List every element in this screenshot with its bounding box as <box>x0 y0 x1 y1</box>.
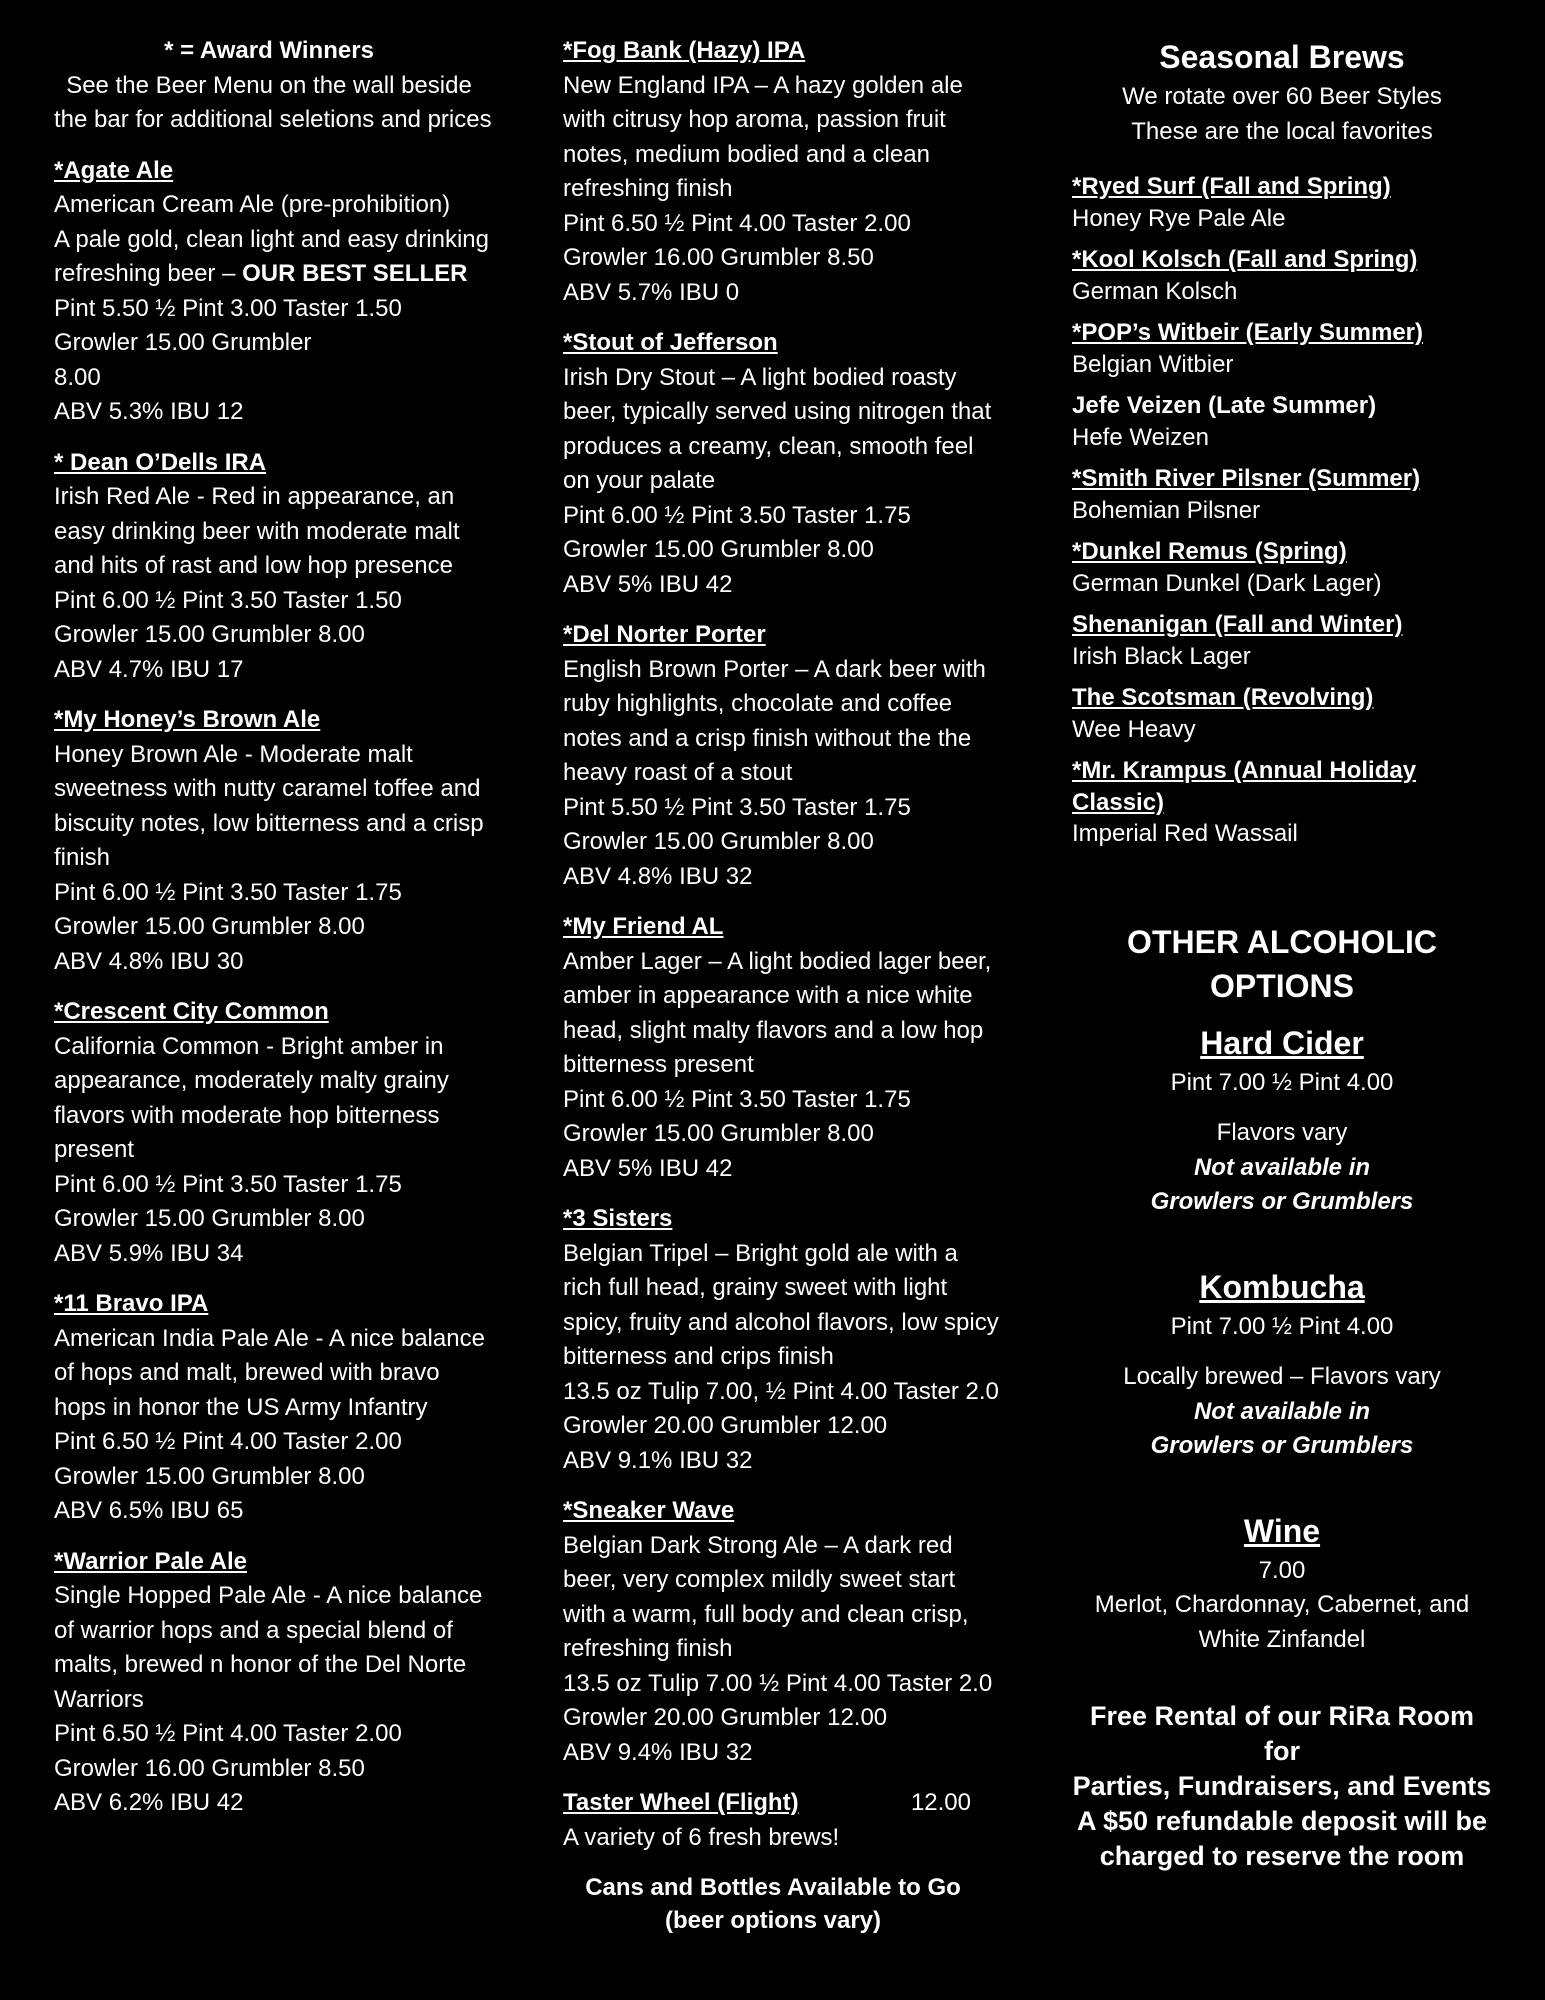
beer-line: A pale gold, clean light and easy drinking <box>54 225 489 253</box>
beer-price-line: Growler 15.00 Grumbler 8.00 <box>563 828 874 855</box>
beer-name: * Dean O’Dells IRA <box>54 448 267 476</box>
beer-price-line: Growler 15.00 Grumbler 8.00 <box>54 913 365 940</box>
kombucha-restriction: Not available in <box>1193 1397 1371 1425</box>
beer-line: English Brown Porter – A dark beer with <box>563 655 986 683</box>
beer-name: *Warrior Pale Ale <box>54 1547 247 1575</box>
beer-item-sneaker-wave <box>563 1494 1003 1770</box>
seasonal-item <box>1072 317 1492 380</box>
kombucha-title: Kombucha <box>1199 1268 1365 1305</box>
beer-line: notes, medium bodied and a clean <box>563 140 930 168</box>
beer-line: rich full head, grainy sweet with light <box>563 1274 948 1301</box>
intro-note-line: See the Beer Menu on the wall beside <box>66 71 472 99</box>
beer-line: ruby highlights, chocolate and coffee <box>563 690 953 717</box>
beer-item-fog-bank-ipa <box>563 34 1003 310</box>
beer-price-line: Growler 15.00 Grumbler 8.00 <box>54 1462 365 1490</box>
beer-name: *3 Sisters <box>563 1205 673 1232</box>
beer-price-line: 13.5 oz Tulip 7.00 ½ Pint 4.00 Taster 2.0 <box>563 1669 993 1697</box>
beer-item-11-bravo-ipa <box>54 1287 484 1529</box>
beer-abv-line: ABV 9.1% IBU 32 <box>563 1446 753 1474</box>
beer-line: spicy, fruity and alcohol flavors, low spicy <box>563 1308 999 1336</box>
hard-cider-price: Pint 7.00 ½ Pint 4.00 <box>1170 1068 1394 1096</box>
taster-wheel-row <box>563 1786 971 1821</box>
beer-line: head, slight malty flavors and a low hop <box>563 1016 984 1044</box>
beer-line: American Cream Ale (pre-prohibition) <box>54 191 451 218</box>
seasonal-name: *POP’s Witbeir (Early Summer) <box>1072 319 1423 346</box>
beer-item-crescent-city-common <box>54 995 484 1271</box>
intro-block <box>54 34 492 138</box>
beer-line: American India Pale Ale - A nice balance <box>54 1324 485 1352</box>
beer-line: heavy roast of a stout <box>563 759 793 786</box>
beer-price-line: 13.5 oz Tulip 7.00, ½ Pint 4.00 Taster 2.0 <box>563 1377 999 1405</box>
beer-item-stout-of-jefferson <box>563 326 1003 602</box>
beer-line: Belgian Dark Strong Ale – A dark red <box>563 1531 953 1559</box>
taster-wheel-item <box>563 1786 1003 1855</box>
cans-line: (beer options vary) <box>664 1907 882 1934</box>
beer-line: with citrusy hop aroma, passion fruit <box>563 106 946 133</box>
taster-wheel-desc: A variety of 6 fresh brews! <box>563 1823 840 1851</box>
seasonal-item-krampus <box>1072 755 1492 850</box>
seasonal-style: Honey Rye Pale Ale <box>1072 204 1286 232</box>
beer-abv-line: ABV 4.8% IBU 30 <box>54 947 244 975</box>
beer-line: refreshing finish <box>563 175 733 202</box>
seasonal-style: Irish Black Lager <box>1072 642 1251 670</box>
beer-line: sweetness with nutty caramel toffee and <box>54 775 481 802</box>
beer-line: finish <box>54 844 111 871</box>
beer-price-line: Pint 6.50 ½ Pint 4.00 Taster 2.00 <box>54 1428 402 1455</box>
cans-line: Cans and Bottles Available to Go <box>585 1874 961 1901</box>
beer-abv-line: ABV 5.9% IBU 34 <box>54 1239 244 1267</box>
beer-abv-line: ABV 6.2% IBU 42 <box>54 1789 244 1816</box>
seasonal-item <box>1072 171 1492 234</box>
beer-price-line: Pint 6.00 ½ Pint 3.50 Taster 1.75 <box>54 1170 402 1198</box>
taster-wheel-price: 12.00 <box>910 1789 971 1816</box>
beer-price-line: Growler 15.00 Grumbler 8.00 <box>563 536 874 563</box>
beer-item-3-sisters <box>563 1202 1003 1478</box>
seasonal-item <box>1072 536 1492 599</box>
beer-name: *Sneaker Wave <box>563 1497 735 1524</box>
beer-abv-line: ABV 9.4% IBU 32 <box>563 1738 753 1766</box>
seasonal-name: Classic) <box>1072 788 1165 816</box>
beer-abv-line: ABV 5.3% IBU 12 <box>54 398 244 425</box>
beer-line: Irish Red Ale - Red in appearance, an <box>54 483 455 510</box>
seasonal-style: Bohemian Pilsner <box>1072 496 1261 524</box>
beer-name: *My Honey’s Brown Ale <box>54 706 321 733</box>
kombucha-section <box>1072 1264 1492 1464</box>
beer-line: with a warm, full body and clean crisp, <box>563 1600 969 1628</box>
beer-line: and hits of rast and low hop presence <box>54 552 453 579</box>
beer-line <box>54 257 484 292</box>
beer-price-line: Pint 6.00 ½ Pint 3.50 Taster 1.75 <box>563 1085 911 1113</box>
beer-line: bitterness and crips finish <box>563 1343 834 1370</box>
beer-abv-line: ABV 5.7% IBU 0 <box>563 278 740 306</box>
beer-line: notes and a crisp finish without the the <box>563 724 972 752</box>
beer-line: hops in honor the US Army Infantry <box>54 1393 428 1421</box>
rental-line: Parties, Fundraisers, and Events <box>1072 1771 1492 1801</box>
seasonal-name: The Scotsman (Revolving) <box>1072 684 1374 711</box>
wine-section <box>1072 1508 1492 1658</box>
room-rental-note <box>1072 1699 1492 1874</box>
beer-line: Amber Lager – A light bodied lager beer, <box>563 947 992 975</box>
seasonal-item <box>1072 463 1492 526</box>
beer-line: biscuity notes, low bitterness and a crisp <box>54 809 484 837</box>
seasonal-name: Shenanigan (Fall and Winter) <box>1072 611 1403 638</box>
seasonal-style: Hefe Weizen <box>1072 423 1209 451</box>
seasonal-style: Wee Heavy <box>1072 715 1196 743</box>
beer-line: New England IPA – A hazy golden ale <box>563 71 963 99</box>
beer-line: flavors with moderate hop bitterness <box>54 1101 440 1129</box>
beer-line: of hops and malt, brewed with bravo <box>54 1359 440 1386</box>
beer-price-line: Pint 6.50 ½ Pint 4.00 Taster 2.00 <box>54 1720 402 1747</box>
seasonal-style: German Dunkel (Dark Lager) <box>1072 569 1382 597</box>
intro-note-line: the bar for additional seletions and prices <box>54 106 492 133</box>
hard-cider-section <box>1072 1020 1492 1220</box>
seasonal-subtitle: These are the local favorites <box>1131 117 1433 145</box>
beer-name: *11 Bravo IPA <box>54 1290 209 1317</box>
beer-price-line: Growler 15.00 Grumbler <box>54 329 312 356</box>
beer-item-dean-odells-ira <box>54 446 484 688</box>
beer-price-line: Growler 16.00 Grumbler 8.50 <box>54 1754 365 1782</box>
other-title: OPTIONS <box>1209 967 1354 1004</box>
beer-price-line: 8.00 <box>54 363 101 391</box>
seasonal-subtitle: We rotate over 60 Beer Styles <box>1122 83 1442 110</box>
beer-item-agate-ale <box>54 154 489 430</box>
beer-price-line: Pint 5.50 ½ Pint 3.00 Taster 1.50 <box>54 294 402 322</box>
beer-line: easy drinking beer with moderate malt <box>54 517 460 545</box>
seasonal-item <box>1072 682 1492 745</box>
beer-line: refreshing finish <box>563 1635 733 1662</box>
seasonal-style: Imperial Red Wassail <box>1072 820 1298 847</box>
beer-price-line: Growler 15.00 Grumbler 8.00 <box>54 621 365 648</box>
hard-cider-restriction: Growlers or Grumblers <box>1150 1188 1414 1215</box>
kombucha-restriction: Growlers or Grumblers <box>1150 1432 1414 1459</box>
best-seller-label: OUR BEST SELLER <box>242 260 468 287</box>
hard-cider-note: Flavors vary <box>1216 1119 1348 1146</box>
beer-abv-line: ABV 4.7% IBU 17 <box>54 655 244 683</box>
beer-price-line: Growler 16.00 Grumbler 8.50 <box>563 244 874 271</box>
beer-price-line: Pint 6.50 ½ Pint 4.00 Taster 2.00 <box>563 209 911 237</box>
column-middle <box>563 34 1003 1937</box>
beer-line: Warriors <box>54 1685 144 1713</box>
beer-price-line: Growler 20.00 Grumbler 12.00 <box>563 1412 888 1439</box>
beer-name: *Agate Ale <box>54 156 174 184</box>
seasonal-style: Belgian Witbier <box>1072 350 1234 378</box>
seasonal-style: German Kolsch <box>1072 277 1238 305</box>
other-title: OTHER ALCOHOLIC <box>1127 923 1437 960</box>
other-alcoholic-options <box>1072 920 1492 1875</box>
beer-line: Single Hopped Pale Ale - A nice balance <box>54 1582 483 1609</box>
beer-line: beer, typically served using nitrogen that <box>563 398 992 425</box>
column-right <box>1072 34 1492 1874</box>
beer-price-line: Growler 15.00 Grumbler 8.00 <box>54 1205 365 1232</box>
seasonal-item <box>1072 244 1492 307</box>
beer-price-line: Pint 5.50 ½ Pint 3.50 Taster 1.75 <box>563 793 911 821</box>
beer-line: appearance, moderately malty grainy <box>54 1067 449 1094</box>
seasonal-item <box>1072 609 1492 672</box>
beer-abv-line: ABV 4.8% IBU 32 <box>563 862 753 890</box>
beer-item-my-honeys-brown-ale <box>54 703 484 979</box>
beer-price-line: Pint 6.00 ½ Pint 3.50 Taster 1.75 <box>563 501 911 529</box>
seasonal-name: *Mr. Krampus (Annual Holiday <box>1072 757 1417 784</box>
wine-varieties: Merlot, Chardonnay, Cabernet, and <box>1094 1591 1470 1618</box>
rental-line: A $50 refundable deposit will be <box>1076 1806 1488 1836</box>
beer-line: malts, brewed n honor of the Del Norte <box>54 1651 467 1678</box>
wine-title: Wine <box>1243 1512 1321 1549</box>
seasonal-item <box>1072 390 1492 453</box>
beer-line: produces a creamy, clean, smooth feel <box>563 432 974 460</box>
beer-line: California Common - Bright amber in <box>54 1032 444 1060</box>
beer-line: Honey Brown Ale - Moderate malt <box>54 740 413 768</box>
beer-line: on your palate <box>563 467 716 494</box>
beer-name: *My Friend AL <box>563 913 724 940</box>
rental-line: charged to reserve the room <box>1099 1841 1465 1871</box>
seasonal-name: *Smith River Pilsner (Summer) <box>1072 465 1421 492</box>
beer-line: Irish Dry Stout – A light bodied roasty <box>563 363 957 391</box>
rental-line: Free Rental of our RiRa Room for <box>1089 1701 1475 1766</box>
beer-name: *Del Norter Porter <box>563 621 766 648</box>
beer-line-text: refreshing beer – <box>54 260 243 287</box>
cans-bottles-note <box>563 1871 983 1937</box>
hard-cider-title: Hard Cider <box>1200 1024 1364 1061</box>
column-left <box>54 34 492 1837</box>
taster-wheel-name: Taster Wheel (Flight) <box>563 1789 799 1816</box>
beer-abv-line: ABV 5% IBU 42 <box>563 570 733 598</box>
seasonal-name: *Ryed Surf (Fall and Spring) <box>1072 173 1391 200</box>
beer-line: amber in appearance with a nice white <box>563 982 973 1009</box>
beer-name: *Crescent City Common <box>54 998 329 1025</box>
beer-line: of warrior hops and a special blend of <box>54 1616 453 1644</box>
beer-line: bitterness present <box>563 1051 754 1078</box>
wine-varieties: White Zinfandel <box>1198 1625 1366 1653</box>
award-winners-legend: * = Award Winners <box>164 37 374 64</box>
kombucha-price: Pint 7.00 ½ Pint 4.00 <box>1170 1312 1394 1340</box>
beer-name: *Fog Bank (Hazy) IPA <box>563 37 806 64</box>
beer-line: beer, very complex mildly sweet start <box>563 1566 956 1593</box>
beer-line: present <box>54 1136 135 1163</box>
beer-line: Belgian Tripel – Bright gold ale with a <box>563 1239 958 1267</box>
beer-price-line: Pint 6.00 ½ Pint 3.50 Taster 1.75 <box>54 878 402 906</box>
beer-item-warrior-pale-ale <box>54 1545 484 1821</box>
beer-abv-line: ABV 6.5% IBU 65 <box>54 1497 244 1524</box>
seasonal-name: *Kool Kolsch (Fall and Spring) <box>1072 246 1418 273</box>
kombucha-note: Locally brewed – Flavors vary <box>1123 1363 1441 1390</box>
seasonal-name: *Dunkel Remus (Spring) <box>1072 538 1347 565</box>
wine-price: 7.00 <box>1258 1556 1306 1584</box>
beer-item-my-friend-al <box>563 910 1003 1186</box>
seasonal-header <box>1072 34 1492 149</box>
beer-name: *Stout of Jefferson <box>563 329 778 356</box>
beer-price-line: Growler 15.00 Grumbler 8.00 <box>563 1120 874 1147</box>
seasonal-title: Seasonal Brews <box>1159 39 1405 75</box>
beer-abv-line: ABV 5% IBU 42 <box>563 1154 733 1182</box>
beer-price-line: Growler 20.00 Grumbler 12.00 <box>563 1704 888 1731</box>
beer-price-line: Pint 6.00 ½ Pint 3.50 Taster 1.50 <box>54 586 402 614</box>
seasonal-name: Jefe Veizen (Late Summer) <box>1072 392 1377 419</box>
hard-cider-restriction: Not available in <box>1193 1153 1371 1181</box>
beer-item-del-norter-porter <box>563 618 1003 894</box>
